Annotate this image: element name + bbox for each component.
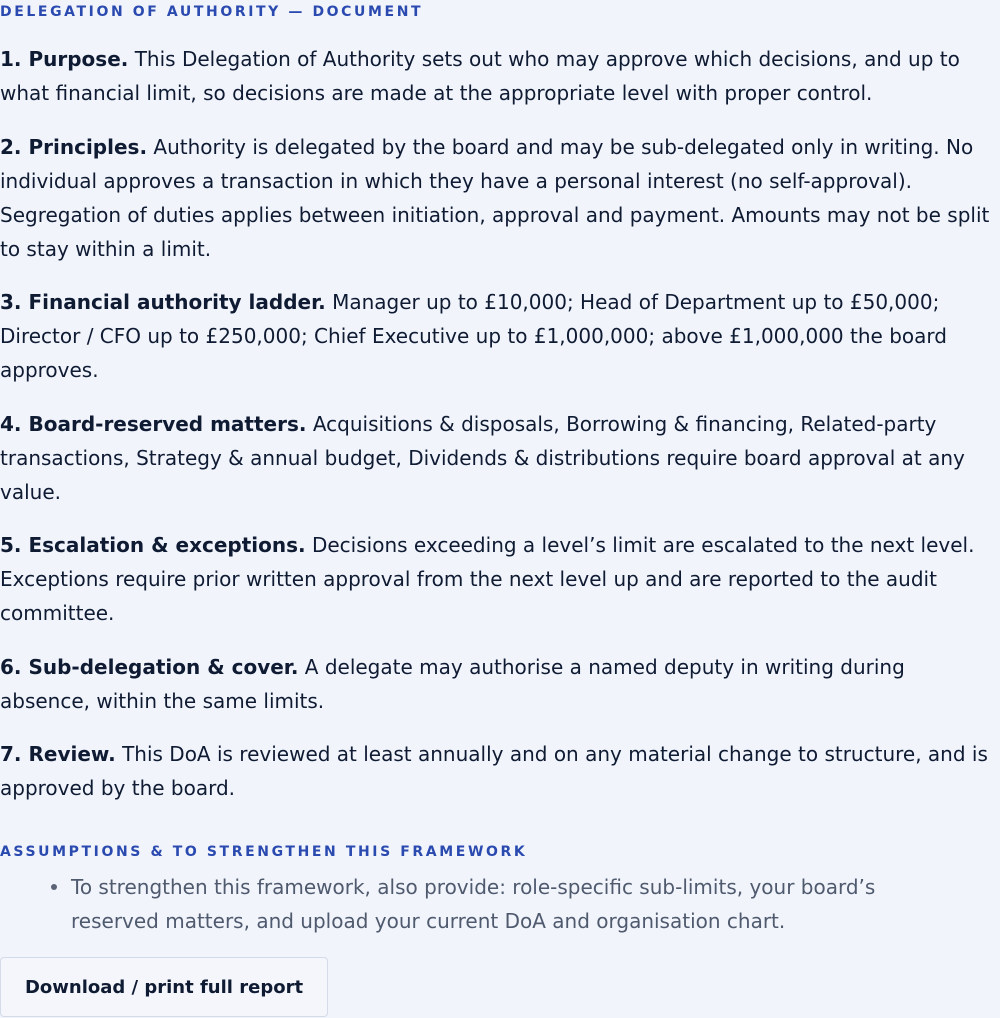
document-sections	[0, 42, 1000, 825]
section-title: 6. Sub-delegation & cover.	[0, 654, 299, 679]
section-body: Acquisitions & disposals, Borrowing & financing, Related-party transactions, Strategy & annual budget, Dividends & distributions require board approval at any value.	[0, 411, 965, 504]
section-body: This DoA is reviewed at least annually and on any material change to structure, and is approved by the board.	[0, 742, 988, 800]
section-title: 7. Review.	[0, 742, 116, 766]
section-body: This Delegation of Authority sets out who may approve which decisions, and up to what financial limit, so decisions are made at the appropriate level with proper control.	[0, 47, 960, 105]
section-body: Decisions exceeding a level’s limit are escalated to the next level. Exceptions require prior written approval from the next level up and are reported to the audit committee.	[0, 533, 975, 625]
assumptions-list	[0, 870, 960, 938]
section-title: 1. Purpose.	[0, 47, 129, 71]
section-board-reserved-matters	[0, 407, 1000, 509]
list-item: To strengthen this framework, also provide: role-specific sub-limits, your board’s reserved matters, and upload your current DoA and organisation chart.	[71, 870, 960, 938]
section-title: 4. Board-reserved matters.	[0, 411, 307, 436]
section-escalation-exceptions	[0, 528, 1000, 630]
section-purpose	[0, 42, 1000, 110]
section-body: A delegate may authorise a named deputy in writing during absence, within the same limits.	[0, 654, 905, 713]
section-principles	[0, 130, 1000, 266]
section-sub-delegation-cover	[0, 650, 1000, 718]
section-title: 3. Financial authority ladder.	[0, 290, 326, 314]
document-heading: DELEGATION OF AUTHORITY — DOCUMENT	[0, 4, 424, 20]
section-financial-authority-ladder	[0, 285, 1000, 387]
section-review	[0, 737, 1000, 805]
section-title: 2. Principles.	[0, 134, 148, 159]
section-body: Authority is delegated by the board and may be sub-delegated only in writing. No individual approves a transaction in which they have a personal interest (no self-approval). Segregation of duties applies between initiation, approval and payment. Amounts may not be split to stay within a limit.	[0, 134, 990, 261]
section-title: 5. Escalation & exceptions.	[0, 533, 306, 557]
assumptions-heading: ASSUMPTIONS & TO STRENGTHEN THIS FRAMEWORK	[0, 844, 528, 860]
section-body: Manager up to £10,000; Head of Department up to £50,000; Director / CFO up to £250,000; Chief Executive up to £1,000,000; above £1,000,000 the board approves.	[0, 290, 947, 382]
download-report-button[interactable]: Download / print full report	[0, 957, 328, 1017]
